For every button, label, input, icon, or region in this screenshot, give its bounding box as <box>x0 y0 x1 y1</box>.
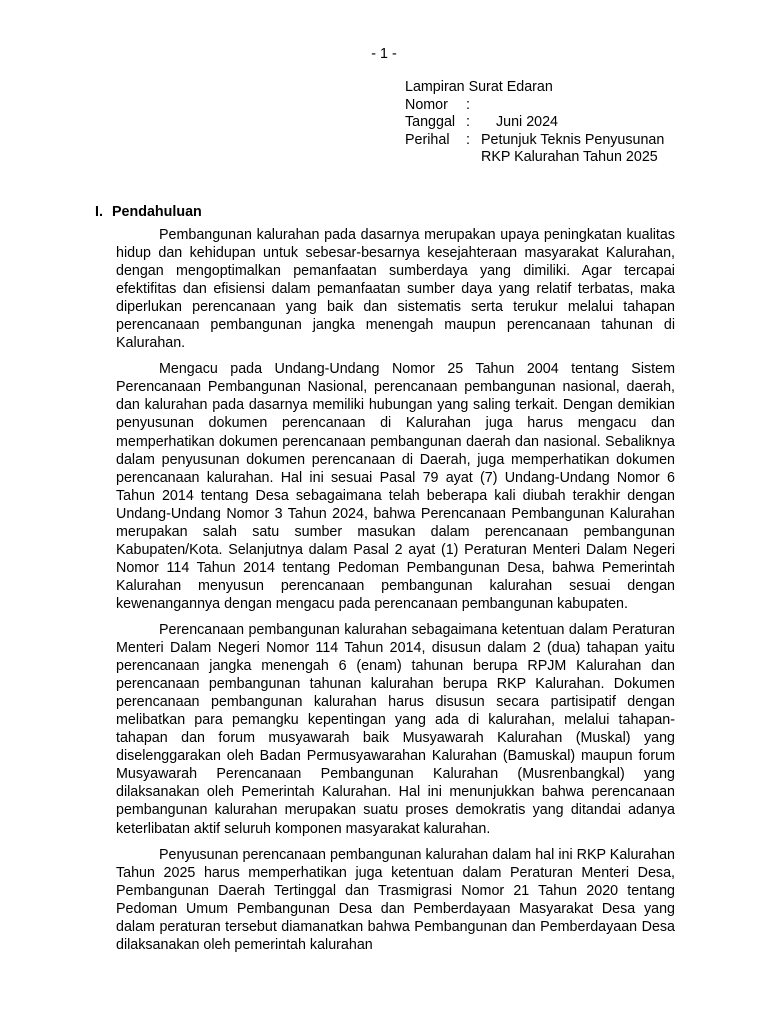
perihal-label: Perihal <box>405 131 450 148</box>
paragraph-4: Penyusunan perencanaan pembangunan kalurahan dalam hal ini RKP Kalurahan Tahun 2025 harus memperhatikan juga ketentuan dalam Peraturan Menteri Desa, Pembangunan Daerah Tertinggal dan Trasmigrasi Nomor 21 Tahun 2020 tentang Pedoman Umum Pembangunan Desa dan Pemberdayaan Masyarakat Desa yang dalam peraturan tersebut diamanatkan bahwa Pembangunan dan Pemberdayaan Desa dilaksanakan oleh pemerintah kalurahan <box>116 846 675 953</box>
perihal-value <box>481 132 745 167</box>
tanggal-value: Juni 2024 <box>496 114 559 130</box>
page-number: - 1 - <box>371 46 397 62</box>
attachment-nomor-row <box>405 97 745 115</box>
nomor-colon: : <box>466 96 470 113</box>
attachment-perihal-row <box>405 132 745 167</box>
nomor-label: Nomor <box>405 96 448 113</box>
section-heading <box>95 203 202 221</box>
nomor-value <box>481 97 745 115</box>
body-text <box>116 226 675 962</box>
attachment-header <box>405 79 745 167</box>
paragraph-3: Perencanaan pembangunan kalurahan sebagaimana ketentuan dalam Peraturan Menteri Dalam Negeri Nomor 114 Tahun 2014, disusun dalam 2 (dua) tahapan yaitu perencanaan jangka menengah 6 (enam) tahunan berupa RPJM Kalurahan dan perencanaan pembangunan tahunan kalurahan berupa RKP Kalurahan. Dokumen perencanaan pembangunan kalurahan harus disusun secara partisipatif dengan melibatkan para pemangku kepentingan yang ada di kalurahan, melalui tahapan-tahapan dan forum musyawarah baik Musyawarah Kalurahan (Muskal) yang diselenggarakan oleh Badan Permusyawarahan Kalurahan (Bamuskal) maupun forum Musyawarah Perencanaan Pembangunan Kalurahan (Musrenbangkal) yang dilaksanakan oleh Pemerintah Kalurahan. Hal ini menunjukkan bahwa perencanaan pembangunan kalurahan merupakan suatu proses demokratis yang ditandai adanya keterlibatan aktif seluruh komponen masyarakat kalurahan. <box>116 621 675 837</box>
section-number: I. <box>95 204 103 220</box>
tanggal-colon: : <box>466 114 470 130</box>
paragraph-1: Pembangunan kalurahan pada dasarnya merupakan upaya peningkatan kualitas hidup dan kehidupan untuk sebesar-besarnya kesejahteraan masyarakat Kalurahan, dengan mengoptimalkan pemanfaatan sumberdaya yang dimiliki. Agar tercapai efektifitas dan efisiensi dalam pemanfaatan sumber daya yang relatif terbatas, maka diperlukan perencanaan yang baik dan sistematis serta terukur melalui tahapan perencanaan pembangunan jangka menengah maupun perencanaan tahunan di Kalurahan. <box>116 227 675 352</box>
section-title: Pendahuluan <box>112 204 202 220</box>
perihal-value-line-1: Petunjuk Teknis Penyusunan <box>481 131 665 148</box>
attachment-title: Lampiran Surat Edaran <box>405 79 553 95</box>
perihal-colon: : <box>466 131 470 148</box>
attachment-tanggal-row <box>405 114 745 132</box>
tanggal-label: Tanggal <box>405 114 456 130</box>
perihal-value-line-2: RKP Kalurahan Tahun 2025 <box>481 149 658 165</box>
paragraph-2: Mengacu pada Undang-Undang Nomor 25 Tahun 2004 tentang Sistem Perencanaan Pembangunan Nasional, perencanaan pembangunan nasional, daerah, dan kalurahan pada dasarnya memiliki hubungan yang saling terkait. Dengan demikian penyusunan dokumen perencanaan di Kalurahan juga harus mengacu dan memperhatikan dokumen perencanaan pembangunan daerah dan nasional. Sebaliknya dalam penyusunan dokumen perencanaan di Daerah, juga memperhatikan dokumen perencanaan kalurahan. Hal ini sesuai Pasal 79 ayat (7) Undang-Undang Nomor 6 Tahun 2014 tentang Desa sebagaimana telah beberapa kali diubah terakhir dengan Undang-Undang Nomor 3 Tahun 2024, bahwa Perencanaan Pembangunan Kalurahan merupakan salah satu sumber masukan dalam perencanaan pembangunan Kabupaten/Kota. Selanjutnya dalam Pasal 2 ayat (1) Peraturan Menteri Dalam Negeri Nomor 114 Tahun 2014 tentang Pedoman Pembangunan Desa, bahwa Pemerintah Kalurahan menyusun perencanaan pembangunan kalurahan sesuai dengan kewenangannya dengan mengacu pada perencanaan pembangunan kabupaten. <box>116 361 675 612</box>
